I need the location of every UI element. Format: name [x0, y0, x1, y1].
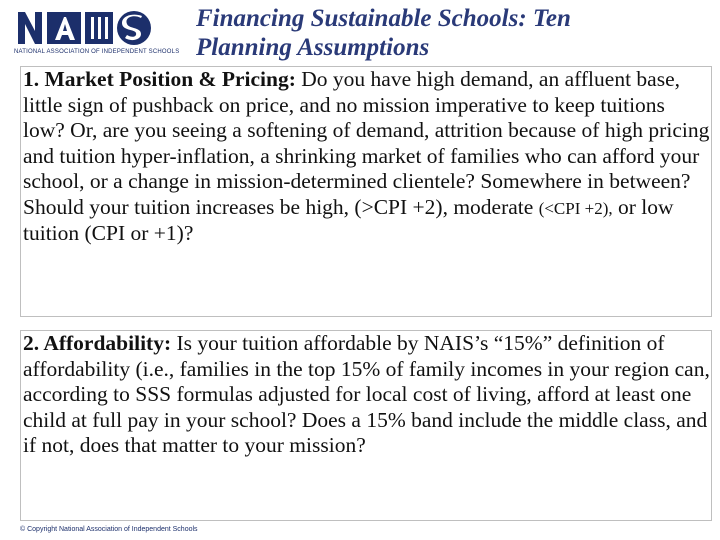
- slide-title: [196, 4, 706, 62]
- slide-title-line-2: Planning Assumptions: [196, 34, 430, 61]
- copyright-footer: © Copyright National Association of Independent Schools: [20, 526, 198, 533]
- assumption-affordability: [20, 330, 712, 521]
- nais-logo: [14, 8, 186, 56]
- assumption-text: Is your tuition affordable by NAIS’s “15%” definition of affordability (i.e., families in the top 15% of family incomes in your region can, according to SSS formulas adjusted for local cost of living, afford at least one child at full pay in your school? Does a 15% band include the middle class, and if not, does that matter to your mission?: [23, 331, 710, 457]
- assumption-text: Do you have high demand, an affluent base, little sign of pushback on price, and no mission imperative to keep tuitions low? Or, are you seeing a softening of demand, attrition because of high pricing and tuition hyper-inflation, a shrinking market of families who can afford your school, or a change in mission-determined clientele? Somewhere in between? Should your tuition increases be high, (>CPI +2), moderate: [23, 67, 710, 219]
- assumption-heading: 2. Affordability:: [23, 331, 172, 355]
- logo-caption: NATIONAL ASSOCIATION OF INDEPENDENT SCHOOLS: [14, 49, 180, 55]
- assumption-text-end: or low tuition (CPI or +1)?: [23, 194, 674, 245]
- nais-logo-mark: [14, 8, 186, 48]
- slide-title-line-1: Financing Sustainable Schools: Ten: [196, 5, 571, 32]
- assumption-market-position: [20, 66, 712, 317]
- assumption-heading: 1. Market Position & Pricing:: [23, 67, 296, 91]
- assumption-text-small: (<CPI +2),: [538, 198, 613, 218]
